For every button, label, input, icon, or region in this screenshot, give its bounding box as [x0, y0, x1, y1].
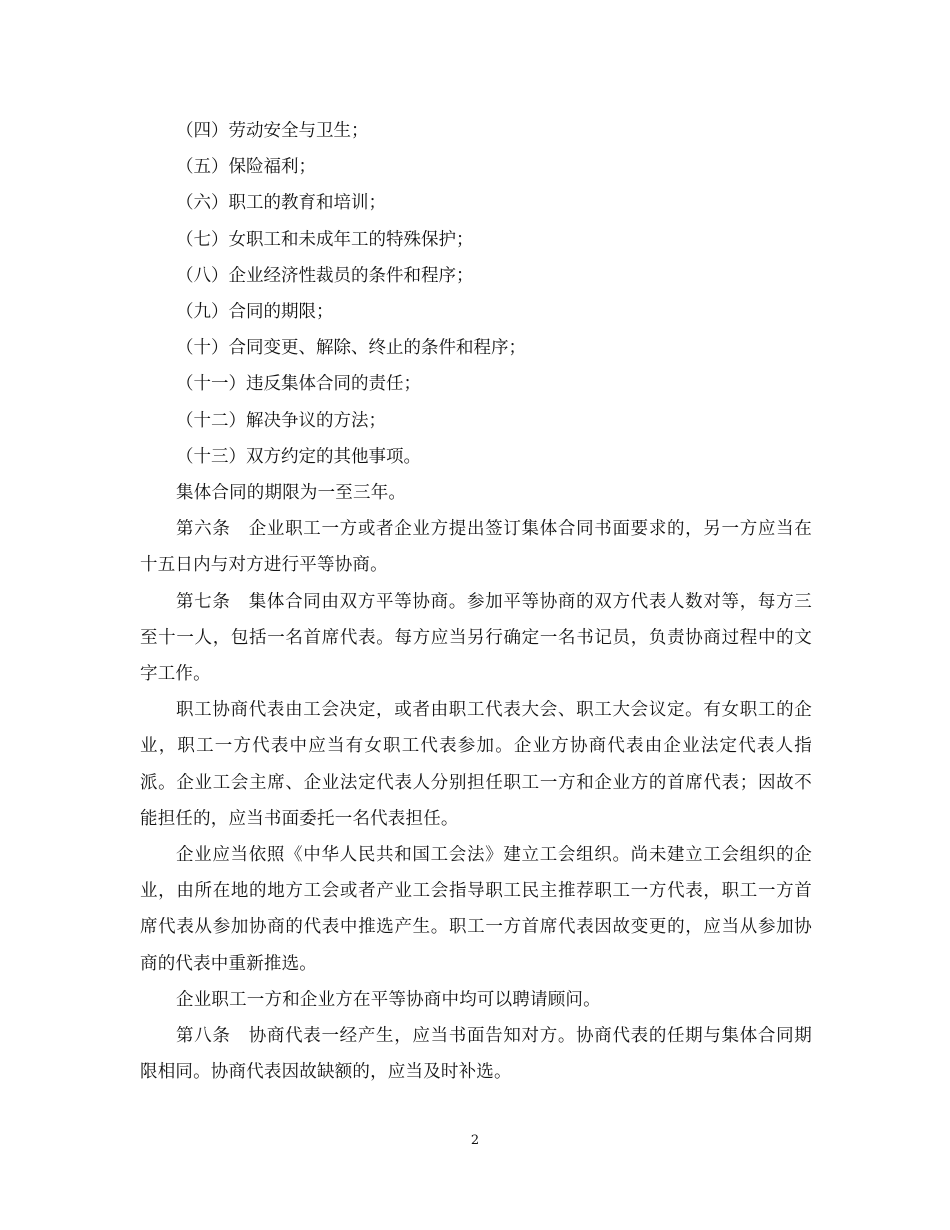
paragraph-contract-term: 集体合同的期限为一至三年。 — [176, 483, 407, 504]
paragraph-advisors: 企业职工一方和企业方在平等协商中均可以聘请顾问。 — [176, 989, 601, 1010]
list-item: （六）职工的教育和培训； — [176, 193, 386, 214]
list-item: （十三）双方约定的其他事项。 — [176, 446, 421, 467]
list-item: （七）女职工和未成年工的特殊保护； — [176, 229, 474, 250]
paragraph-worker-representatives: 职工协商代表由工会决定，或者由职工代表大会、职工大会议定。有女职工的企业，职工一方代表中应当有女职工代表参加。企业方协商代表由企业法定代表人指派。企业工会主席、企业法定代表人分别担任职工一方和企业方的首席代表；因故不能担任的，应当书面委托一名代表担任。 — [140, 700, 812, 829]
list-item: （十）合同变更、解除、终止的条件和程序； — [176, 338, 526, 359]
list-item: （八）企业经济性裁员的条件和程序； — [176, 265, 474, 286]
paragraph-article-7: 第七条 集体合同由双方平等协商。参加平等协商的双方代表人数对等，每方三至十一人，包括一名首席代表。每方应当另行确定一名书记员，负责协商过程中的文字工作。 — [140, 591, 812, 685]
paragraph-union-organization: 企业应当依照《中华人民共和国工会法》建立工会组织。尚未建立工会组织的企业，由所在地的地方工会或者产业工会指导职工民主推荐职工一方代表，职工一方首席代表从参加协商的代表中推选产生。职工一方首席代表因故变更的，应当从参加协商的代表中重新推选。 — [140, 845, 812, 974]
paragraph-article-6: 第六条 企业职工一方或者企业方提出签订集体合同书面要求的，另一方应当在十五日内与对方进行平等协商。 — [140, 519, 812, 576]
document-body — [140, 113, 812, 1090]
list-item: （十二）解决争议的方法； — [176, 410, 386, 431]
list-item: （五）保险福利； — [176, 157, 316, 178]
list-item: （九）合同的期限； — [176, 302, 334, 323]
paragraph-article-8: 第八条 协商代表一经产生，应当书面告知对方。协商代表的任期与集体合同期限相同。协商代表因故缺额的，应当及时补选。 — [140, 1026, 812, 1083]
page-number: 2 — [470, 1133, 480, 1148]
list-item: （四）劳动安全与卫生； — [176, 121, 369, 141]
list-item: （十一）违反集体合同的责任； — [176, 374, 421, 395]
